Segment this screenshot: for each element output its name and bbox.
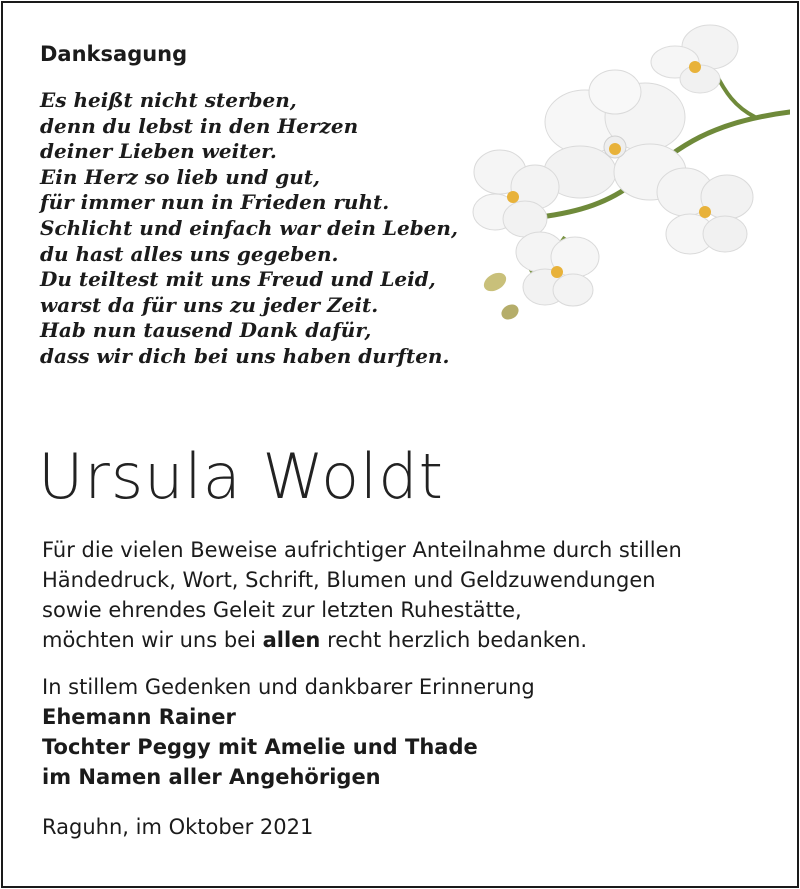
signoff-name: Tochter Peggy mit Amelie und Thade (42, 735, 478, 759)
poem-line: Du teiltest mit uns Freud und Leid, (40, 267, 436, 292)
thanks-line-part: möchten wir uns bei (42, 628, 263, 652)
poem-line: denn du lebst in den Herzen (40, 113, 359, 138)
poem-line: deiner Lieben weiter. (40, 139, 277, 164)
deceased-name: Ursula Woldt (38, 440, 444, 513)
poem-line: für immer nun in Frieden ruht. (40, 190, 390, 215)
thanks-line: Für die vielen Beweise aufrichtiger Anteilnahme durch stillen (42, 538, 682, 562)
signoff-intro: In stillem Gedenken und dankbarer Erinnerung (42, 675, 535, 699)
thanks-line-part: recht herzlich bedanken. (320, 628, 588, 652)
poem-line: Schlicht und einfach war dein Leben, (40, 215, 458, 240)
signoff-name: Ehemann Rainer (42, 705, 236, 729)
poem-line: warst da für uns zu jeder Zeit. (40, 292, 379, 317)
poem (40, 88, 458, 370)
orchid-icon (470, 12, 790, 332)
poem-line: Ein Herz so lieb und gut, (40, 164, 321, 189)
thanks-line: sowie ehrendes Geleit zur letzten Ruhestätte, (42, 598, 522, 622)
thanks-emphasis: allen (262, 628, 321, 652)
signoff (42, 672, 535, 792)
poem-line: Es heißt nicht sterben, (40, 88, 297, 112)
poem-line: Hab nun tausend Dank dafür, (40, 318, 372, 343)
poem-line: dass wir dich bei uns haben durften. (40, 343, 450, 368)
heading: Danksagung (40, 42, 188, 66)
thanks-line: Händedruck, Wort, Schrift, Blumen und Geldzuwendungen (42, 568, 656, 592)
thanks-text (42, 535, 682, 655)
poem-line: du hast alles uns gegeben. (40, 241, 339, 266)
thanks-line (42, 625, 682, 655)
signoff-name: im Namen aller Angehörigen (42, 765, 381, 789)
place-date: Raguhn, im Oktober 2021 (42, 815, 314, 839)
